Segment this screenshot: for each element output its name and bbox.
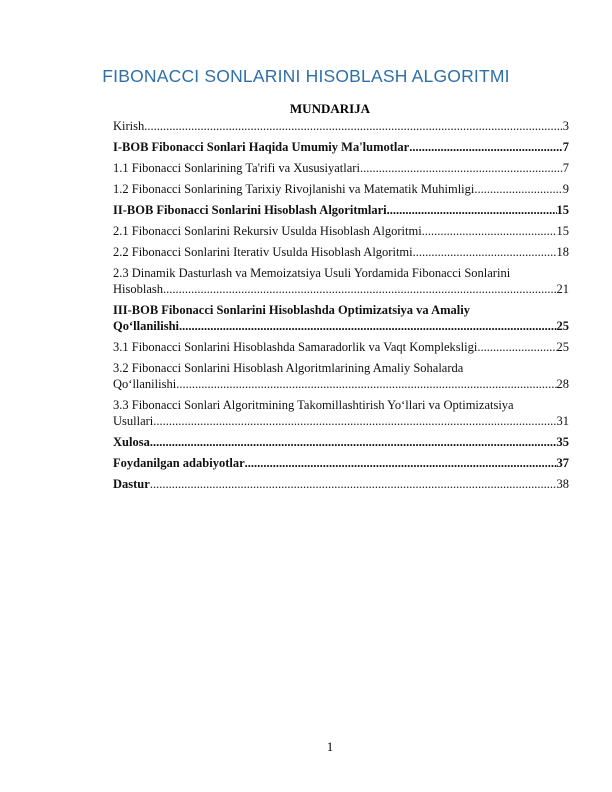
toc-leader-dots <box>474 181 562 197</box>
toc-entry-page: 28 <box>556 377 569 391</box>
toc-leader-dots <box>413 244 557 260</box>
toc-entry-3-1[interactable] <box>113 339 569 355</box>
toc-entry-title: Qo‘llanilishi <box>113 377 177 391</box>
toc-entry-page: 9 <box>562 182 569 196</box>
toc-leader-dots <box>360 160 563 176</box>
toc-leader-dots <box>179 318 557 334</box>
toc-leader-dots <box>387 202 557 218</box>
toc-leader-dots <box>153 413 556 429</box>
toc-entry-page: 21 <box>556 282 569 296</box>
toc-leader-dots <box>150 476 557 492</box>
toc-leader-dots <box>422 223 557 239</box>
toc-entry-kirish[interactable] <box>113 118 569 134</box>
toc-leader-dots <box>144 118 563 134</box>
toc-entry-title: 2.1 Fibonacci Sonlarini Rekursiv Usulda Hisoblash Algoritmi <box>113 224 422 238</box>
toc-entry-title-line1: 3.3 Fibonacci Sonlari Algoritmining Takomillashtirish Yo‘llari va Optimizatsiya <box>113 398 514 412</box>
toc-entry-page: 35 <box>556 435 569 449</box>
toc-entry-chapter-2[interactable] <box>113 202 569 218</box>
toc-entry-title-line1: 2.3 Dinamik Dasturlash va Memoizatsiya Usuli Yordamida Fibonacci Sonlarini <box>113 266 511 280</box>
toc-entry-page: 31 <box>556 414 569 428</box>
toc-entry-title: Foydanilgan adabiyotlar <box>113 456 245 470</box>
toc-entry-dastur[interactable] <box>113 476 569 492</box>
document-title: FIBONACCI SONLARINI HISOBLASH ALGORITMI <box>102 66 510 86</box>
toc-entry-page: 18 <box>556 245 569 259</box>
page-number: 1 <box>326 740 334 754</box>
toc-entry-page: 25 <box>556 319 569 333</box>
toc-entry-title: 1.2 Fibonacci Sonlarining Tarixiy Rivojlanishi va Matematik Muhimligi <box>113 182 475 196</box>
toc-entry-page: 37 <box>556 456 569 470</box>
toc-entry-page: 3 <box>562 119 569 133</box>
toc-entry-2-3[interactable] <box>113 265 569 297</box>
toc-entry-1-2[interactable] <box>113 181 569 197</box>
toc-entry-references[interactable] <box>113 455 569 471</box>
toc-entry-title: II-BOB Fibonacci Sonlarini Hisoblash Algoritmlari <box>113 203 387 217</box>
toc-entry-title: Kirish <box>113 119 145 133</box>
toc-entry-title: Xulosa <box>113 435 150 449</box>
toc-entry-chapter-3[interactable] <box>113 302 569 334</box>
toc-entry-title: Hisoblash <box>113 282 163 296</box>
toc-leader-dots <box>409 139 563 155</box>
toc-entry-xulosa[interactable] <box>113 434 569 450</box>
toc-heading: MUNDARIJA <box>289 101 371 116</box>
toc-entry-title: Dastur <box>113 477 150 491</box>
toc-entry-title: 2.2 Fibonacci Sonlarini Iterativ Usulda Hisoblash Algoritmi <box>113 245 413 259</box>
toc-entry-title: 1.1 Fibonacci Sonlarining Ta'rifi va Xususiyatlari <box>113 161 360 175</box>
toc-entry-2-1[interactable] <box>113 223 569 239</box>
toc-entry-3-3[interactable] <box>113 397 569 429</box>
toc-entry-1-1[interactable] <box>113 160 569 176</box>
toc-entry-page: 38 <box>556 477 569 491</box>
toc-leader-dots <box>176 376 556 392</box>
toc-entry-page: 7 <box>562 161 569 175</box>
toc-entry-title: 3.1 Fibonacci Sonlarini Hisoblashda Samaradorlik va Vaqt Kompleksligi <box>113 340 478 354</box>
toc-leader-dots <box>477 339 556 355</box>
toc-entry-page: 15 <box>556 224 569 238</box>
toc-entry-3-2[interactable] <box>113 360 569 392</box>
toc-entry-title: Usullari <box>113 414 154 428</box>
toc-leader-dots <box>245 455 557 471</box>
toc-leader-dots <box>163 281 557 297</box>
toc-entry-page: 7 <box>562 140 569 154</box>
toc-entry-page: 25 <box>556 340 569 354</box>
toc-entry-title: I-BOB Fibonacci Sonlari Haqida Umumiy Ma'lumotlar <box>113 140 410 154</box>
toc-entry-chapter-1[interactable] <box>113 139 569 155</box>
toc-entry-page: 15 <box>556 203 569 217</box>
table-of-contents <box>113 118 569 497</box>
toc-entry-title-line1: 3.2 Fibonacci Sonlarini Hisoblash Algoritmlarining Amaliy Sohalarda <box>113 361 464 375</box>
toc-entry-title: Qo‘llanilishi <box>113 319 179 333</box>
toc-leader-dots <box>150 434 557 450</box>
toc-entry-title-line1: III-BOB Fibonacci Sonlarini Hisoblashda Optimizatsiya va Amaliy <box>113 303 471 317</box>
toc-entry-2-2[interactable] <box>113 244 569 260</box>
